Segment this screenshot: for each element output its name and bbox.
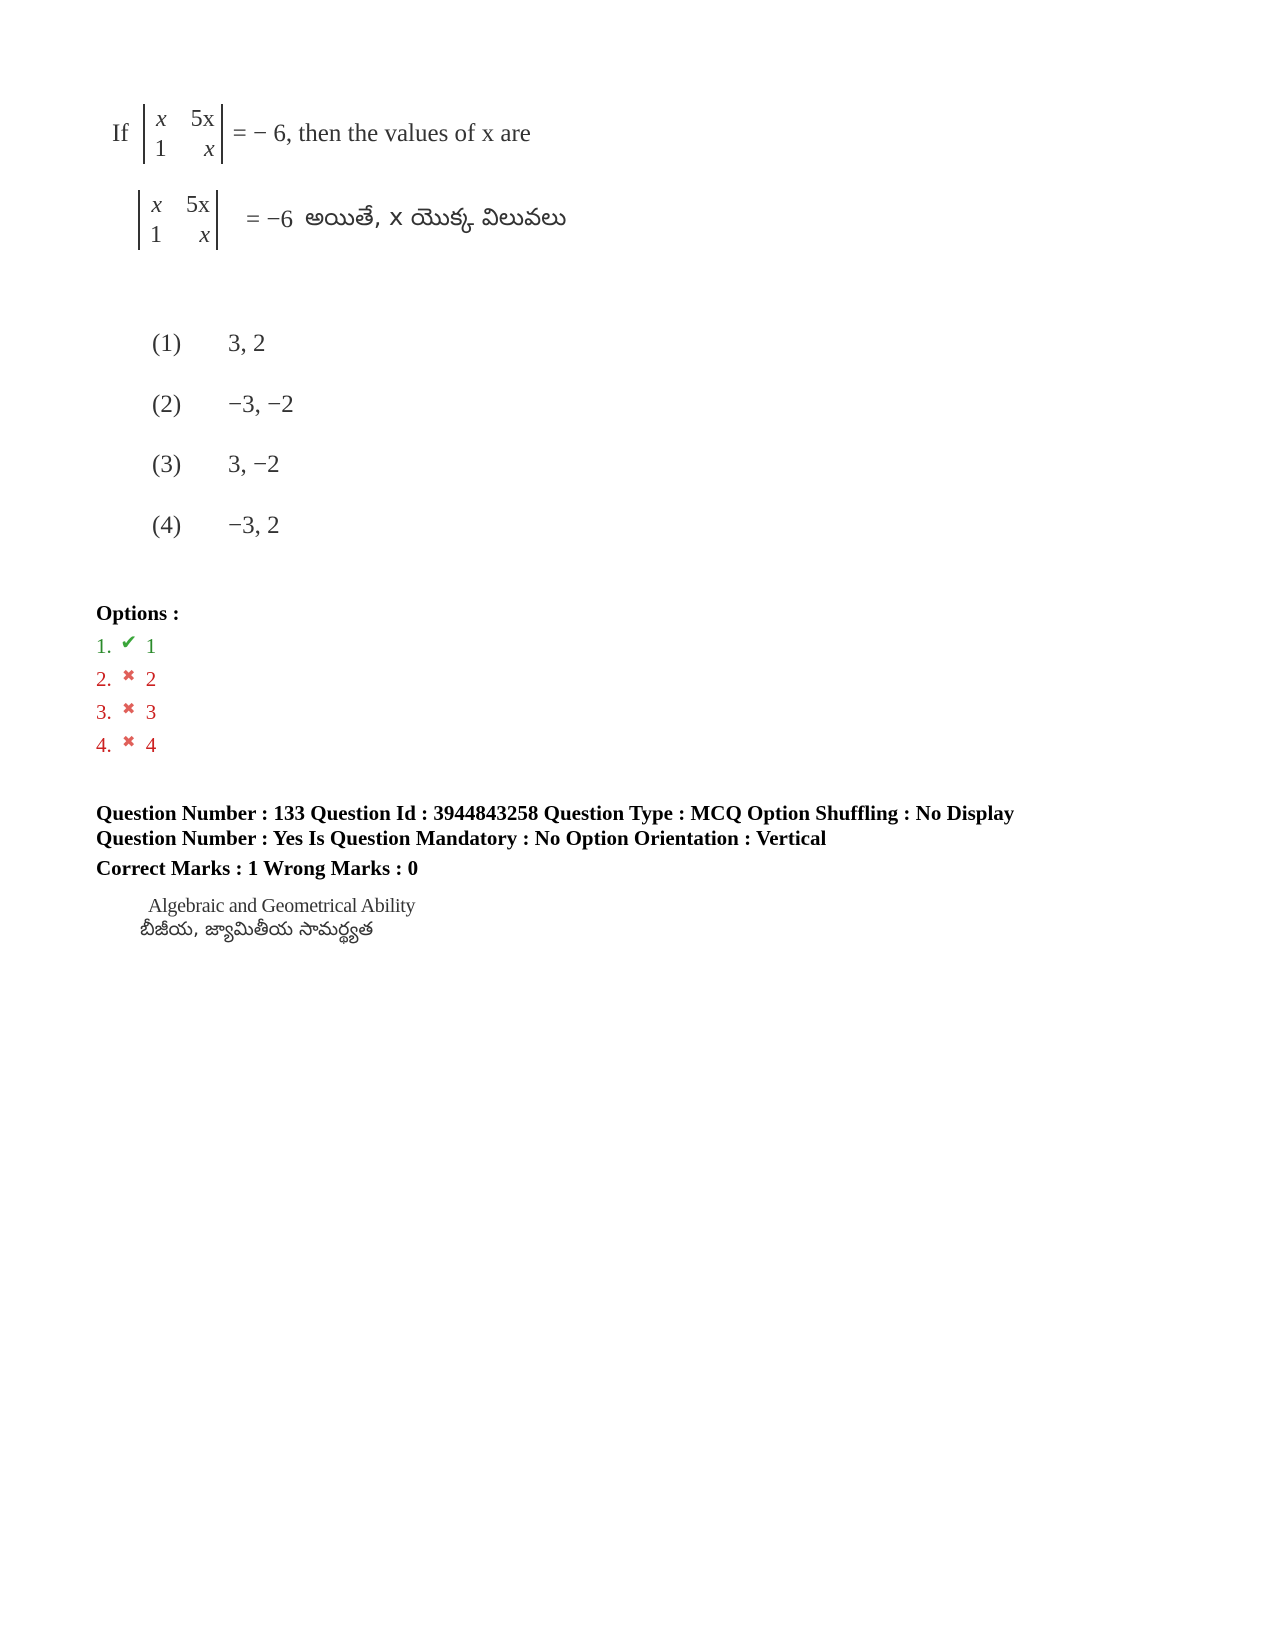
option-index: 1. — [96, 634, 112, 658]
determinant-telugu — [138, 190, 218, 250]
det-d: x — [204, 136, 215, 162]
question-prefix: If — [112, 120, 129, 147]
option-index: 2. — [96, 667, 112, 691]
option-index: 4. — [96, 733, 112, 757]
choice-number: (2) — [152, 391, 182, 418]
det-te-b: 5x — [186, 192, 210, 218]
choice-number: (3) — [152, 451, 182, 478]
det-c: 1 — [154, 136, 167, 162]
question-meta-line-1: Question Number : 133 Question Id : 3944843258 Question Type : MCQ Option Shuffling : No Display — [96, 801, 1015, 825]
choice-value: −3, −2 — [228, 391, 294, 418]
option-label: 4 — [145, 733, 157, 757]
choice-number: (1) — [152, 330, 182, 357]
question-meta-line-2: Question Number : Yes Is Question Mandatory : No Option Orientation : Vertical — [96, 826, 827, 850]
det-te-c: 1 — [150, 222, 162, 248]
cross-icon: ✖ — [122, 700, 136, 718]
options-title: Options : — [96, 601, 180, 625]
det-b: 5x — [190, 106, 215, 132]
subject-telugu: బీజీయ, జ్యామితీయ సామర్థ్యత — [140, 918, 374, 940]
subject-label — [140, 895, 415, 945]
option-label: 1 — [145, 634, 157, 658]
cross-icon: ✖ — [122, 733, 136, 751]
det-te-a: x — [151, 192, 162, 218]
choice-value: 3, −2 — [228, 451, 280, 478]
det-te-d: x — [199, 222, 210, 248]
subject-english: Algebraic and Geometrical Ability — [148, 895, 416, 917]
option-1 — [96, 634, 156, 659]
determinant — [143, 104, 223, 164]
option-label: 2 — [145, 667, 157, 691]
choice-2 — [152, 391, 294, 419]
question-rest: = − 6, then the values of x are — [232, 120, 531, 147]
choice-number: (4) — [152, 512, 182, 539]
check-icon: ✔ — [120, 632, 138, 654]
option-index: 3. — [96, 700, 112, 724]
choice-1 — [152, 330, 266, 358]
choice-value: −3, 2 — [228, 512, 280, 539]
question-english — [112, 104, 531, 164]
option-label: 3 — [145, 700, 157, 724]
option-3 — [96, 700, 156, 725]
option-2 — [96, 667, 156, 692]
question-telugu — [138, 190, 566, 250]
det-a: x — [156, 106, 167, 132]
cross-icon: ✖ — [122, 667, 136, 685]
question-te-rest: అయితే, x యొక్క విలువలు — [304, 203, 567, 231]
option-4 — [96, 733, 156, 758]
choice-3 — [152, 451, 280, 479]
question-te-eq: = −6 — [246, 206, 293, 233]
marks-line: Correct Marks : 1 Wrong Marks : 0 — [96, 856, 419, 880]
choice-4 — [152, 512, 280, 540]
choice-value: 3, 2 — [228, 330, 266, 357]
